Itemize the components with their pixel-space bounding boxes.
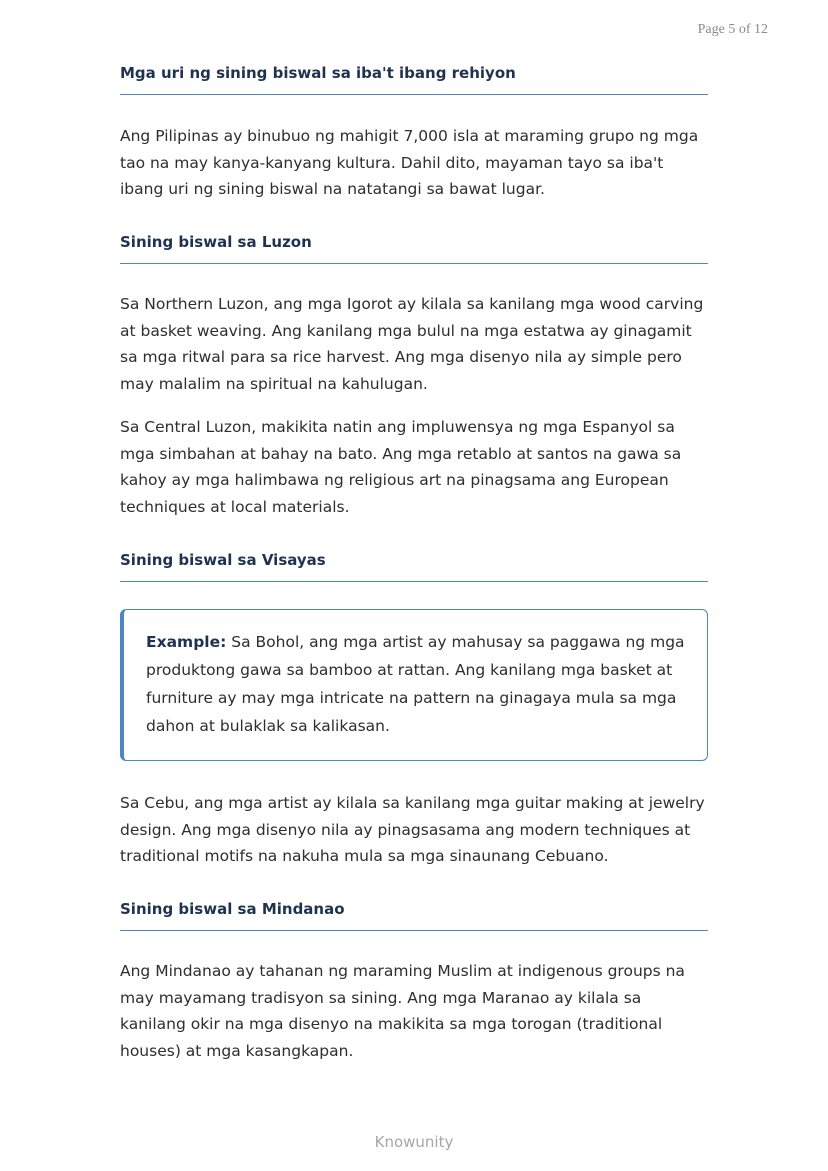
luzon-paragraph-1: Sa Northern Luzon, ang mga Igorot ay kilala sa kanilang mga wood carving at basket weaving. Ang kanilang mga bulul na mga estatwa ay ginagamit sa mga ritwal para sa rice harvest. Ang mga disenyo nila ay simple pero may malalim na spiritual na kahulugan. <box>120 295 704 393</box>
mindanao-paragraph: Ang Mindanao ay tahanan ng maraming Muslim at indigenous groups na may mayamang tradisyon sa sining. Ang mga Maranao ay kilala sa kanilang okir na mga disenyo na makikita sa mga torogan (traditional houses) at mga kasangkapan. <box>120 962 685 1060</box>
visayas-paragraph: Sa Cebu, ang mga artist ay kilala sa kanilang mga guitar making at jewelry design. Ang mga disenyo nila ay pinagsasama ang modern techniques at traditional motifs na nakuha mula sa mga sinaunang Cebuano. <box>120 794 705 865</box>
section-heading-luzon: Sining biswal sa Luzon <box>120 233 708 264</box>
example-label: Example: <box>146 633 227 651</box>
section-heading-intro: Mga uri ng sining biswal sa iba't ibang rehiyon <box>120 64 708 95</box>
section-heading-mindanao: Sining biswal sa Mindanao <box>120 900 708 931</box>
luzon-paragraph-2: Sa Central Luzon, makikita natin ang impluwensya ng mga Espanyol sa mga simbahan at bahay na bato. Ang mga retablo at santos na gawa sa kahoy ay mga halimbawa ng religious art na pinagsama ang European techniques at local materials. <box>120 418 682 516</box>
footer-brand: Knowunity <box>374 1133 454 1151</box>
section-heading-visayas: Sining biswal sa Visayas <box>120 551 708 582</box>
example-callout <box>120 609 708 761</box>
page-number: Page 5 of 12 <box>697 22 768 37</box>
example-text: Sa Bohol, ang mga artist ay mahusay sa paggawa ng mga produktong gawa sa bamboo at rattan. Ang kanilang mga basket at furniture ay may mga intricate na pattern na ginagaya mula sa mga dahon at bulaklak sa kalikasan. <box>146 633 685 735</box>
example-paragraph <box>146 628 685 740</box>
intro-paragraph: Ang Pilipinas ay binubuo ng mahigit 7,000 isla at maraming grupo ng mga tao na may kanya-kanyang kultura. Dahil dito, mayaman tayo sa iba't ibang uri ng sining biswal na natatangi sa bawat lugar. <box>120 127 699 198</box>
